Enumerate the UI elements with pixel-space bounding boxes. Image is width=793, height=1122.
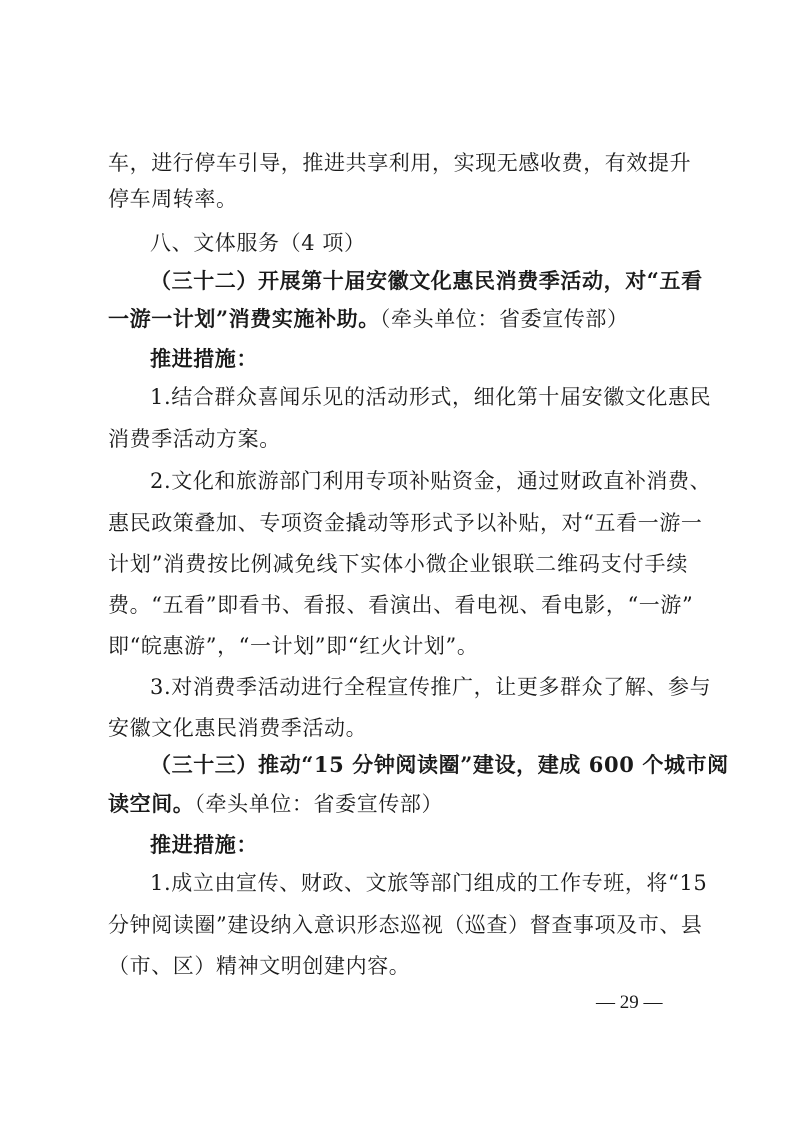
item-heading: （三十三）推动“15 分钟阅读圈”建设，建成 600 个城市阅 — [150, 752, 729, 777]
paragraph-line: 车，进行停车引导，推进共享利用，实现无感收费，有效提升 — [108, 151, 692, 175]
paragraph-line: 1.结合群众喜闻乐见的活动形式，细化第十届安徽文化惠民 — [150, 385, 712, 409]
item-heading: （三十二）开展第十届安徽文化惠民消费季活动，对“五看 — [150, 268, 703, 293]
measures-heading: 推进措施： — [150, 346, 258, 371]
paragraph-line: 2.文化和旅游部门利用专项补贴资金，通过财政直补消费、 — [150, 469, 712, 493]
item-heading-line — [108, 789, 688, 819]
paragraph-line: 费。“五看”即看书、看报、看演出、看电视、看电影，“一游” — [108, 593, 694, 617]
paragraph-line: 3.对消费季活动进行全程宣传推广，让更多群众了解、参与 — [150, 675, 712, 699]
paragraph-line: 分钟阅读圈”建设纳入意识形态巡视（巡查）督查事项及市、县 — [108, 913, 703, 937]
measures-heading: 推进措施： — [150, 832, 258, 857]
paragraph-line: 安徽文化惠民消费季活动。 — [108, 716, 368, 740]
paragraph-line: 消费季活动方案。 — [108, 427, 281, 451]
lead-unit: （牵头单位：省委宣传部） — [194, 792, 444, 816]
item-heading-end: 一游一计划”消费实施补助。 — [108, 306, 380, 331]
paragraph-line: 1.成立由宣传、财政、文旅等部门组成的工作专班，将“15 — [150, 871, 708, 895]
paragraph-line: 停车周转率。 — [108, 187, 238, 211]
paragraph-line: （市、区）精神文明创建内容。 — [108, 954, 411, 978]
lead-unit: （牵头单位：省委宣传部） — [379, 307, 629, 331]
item-heading-end: 读空间。 — [108, 791, 195, 816]
paragraph-line: 惠民政策叠加、专项资金撬动等形式予以补贴，对“五看一游一 — [108, 511, 703, 535]
item-heading-line — [108, 304, 688, 334]
page-number: — 29 — — [596, 992, 663, 1013]
paragraph-line: 即“皖惠游”，“一计划”即“红火计划”。 — [108, 634, 479, 658]
section-heading: 八、文体服务（4 项） — [150, 231, 366, 255]
paragraph-line: 计划”消费按比例减免线下实体小微企业银联二维码支付手续 — [108, 552, 688, 576]
